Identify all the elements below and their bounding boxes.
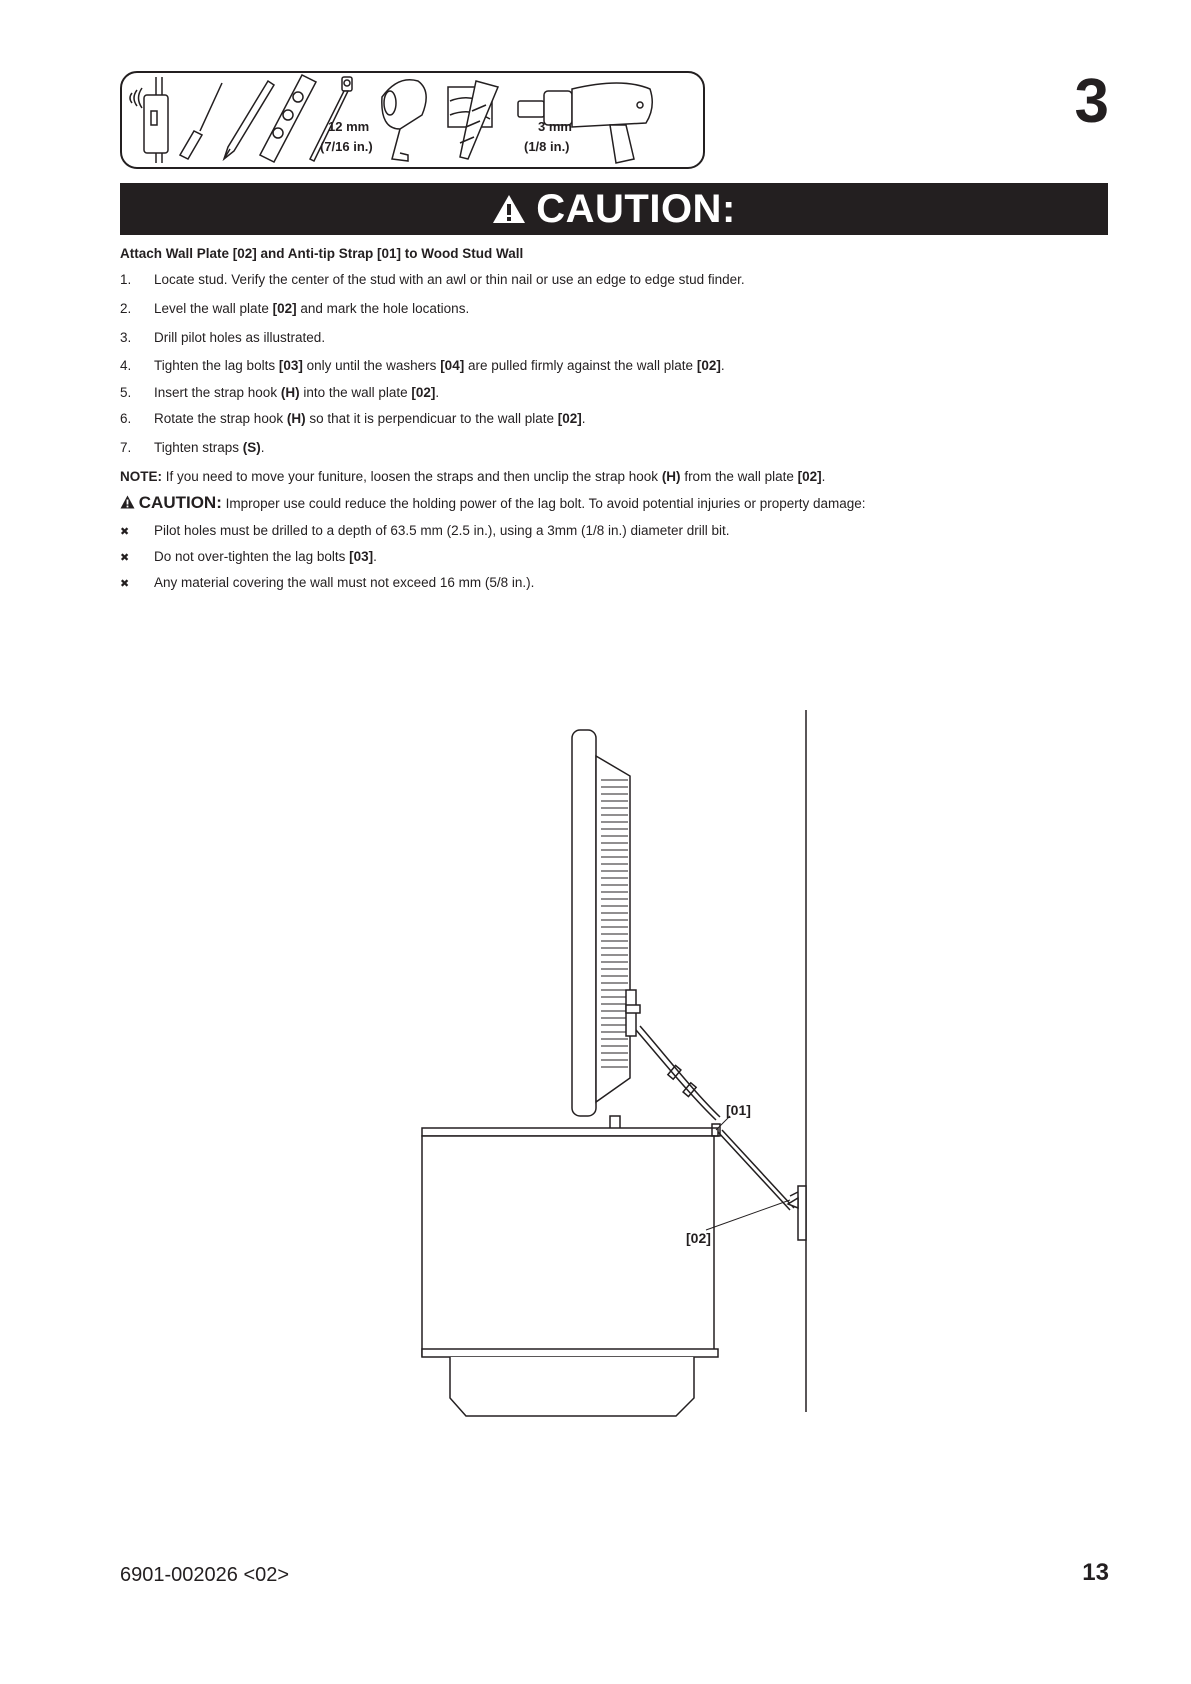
step-text: are pulled firmly against the wall plate (464, 358, 697, 373)
step-num: 6. (120, 411, 132, 426)
part-ref: (H) (661, 469, 681, 484)
note-text: from the wall plate (680, 469, 798, 484)
step-text: Level the wall plate (154, 301, 273, 316)
step-text: Drill pilot holes as illustrated. (154, 330, 326, 345)
caution-banner-title: CAUTION: (536, 186, 736, 231)
part-ref: [02] (411, 385, 436, 400)
step-number: 3 (1074, 67, 1109, 136)
step-num: 2. (120, 301, 132, 316)
list-item (120, 573, 534, 594)
step-text: and mark the hole locations. (296, 301, 470, 316)
note-text: . (821, 469, 826, 484)
step-text: . (260, 440, 265, 455)
bullet-icon: ✖ (120, 578, 130, 590)
step-item (120, 356, 725, 376)
step-item (120, 270, 745, 290)
part-ref: (H) (286, 411, 306, 426)
part-ref: (H) (280, 385, 300, 400)
note-paragraph (120, 467, 825, 487)
step-text: into the wall plate (299, 385, 412, 400)
caution-banner (120, 183, 1108, 235)
step-text: Tighten straps (154, 440, 243, 455)
bullet-text: Pilot holes must be drilled to a depth of 63.5 mm (2.5 in.), using a 3mm (1/8 in.) diameter drill bit. (154, 523, 730, 538)
step-item (120, 409, 586, 429)
part-ref: [04] (440, 358, 465, 373)
bullet-text: Any material covering the wall must not exceed 16 mm (5/8 in.). (154, 575, 535, 590)
list-item (120, 547, 377, 568)
section-title: Attach Wall Plate [02] and Anti-tip Strap [01] to Wood Stud Wall (120, 246, 524, 261)
step-text: . (581, 411, 586, 426)
bullet-icon: ✖ (120, 526, 130, 538)
part-ref: [02] (797, 469, 822, 484)
socket-size-imperial-label: (7/16 in.) (320, 139, 373, 154)
part-ref: [02] (696, 358, 721, 373)
tools-illustration (120, 71, 705, 169)
caution-text: Improper use could reduce the holding power of the lag bolt. To avoid potential injuries or property damage: (221, 496, 866, 511)
part-ref: (S) (242, 440, 261, 455)
step-text: Locate stud. Verify the center of the stud with an awl or thin nail or use an edge to edge stud finder. (154, 272, 745, 287)
step-text: so that it is perpendicuar to the wall plate (305, 411, 558, 426)
tv (570, 730, 650, 1154)
socket-size-label: 12 mm (328, 119, 370, 134)
document-number: 6901-002026 <02> (120, 1564, 290, 1586)
step-item (120, 299, 469, 319)
step-text: Tighten the lag bolts (154, 358, 279, 373)
step-item (120, 383, 439, 403)
caution-paragraph (120, 492, 866, 515)
page-number: 13 (1082, 1559, 1109, 1586)
warning-icon (492, 194, 526, 224)
wall-plate (788, 1186, 806, 1240)
step-item (120, 438, 265, 458)
warning-icon (120, 495, 135, 509)
bullet-text: . (373, 549, 377, 564)
caution-label: CAUTION: (138, 493, 222, 512)
bit-size-imperial-label: (1/8 in.) (524, 139, 570, 154)
step-text: Insert the strap hook (154, 385, 281, 400)
bullet-text: Do not over-tighten the lag bolts (154, 549, 350, 564)
part-ref: [02] (272, 301, 297, 316)
part-ref: [02] (557, 411, 582, 426)
part-ref: [03] (349, 549, 374, 564)
step-text: only until the washers (302, 358, 441, 373)
step-num: 1. (120, 272, 132, 287)
list-item (120, 521, 730, 542)
tv-anti-tip-diagram (400, 700, 820, 1420)
step-num: 7. (120, 440, 132, 455)
step-text: . (435, 385, 440, 400)
note-text: If you need to move your funiture, loosen the straps and then unclip the strap hook (162, 469, 662, 484)
furniture (422, 1128, 718, 1416)
callout-strap: [01] (726, 1102, 751, 1118)
tools-strip (120, 71, 705, 169)
step-num: 3. (120, 330, 132, 345)
installation-illustration (400, 700, 820, 1420)
step-text: Rotate the strap hook (154, 411, 287, 426)
bullet-icon: ✖ (120, 552, 130, 564)
part-ref: [03] (278, 358, 303, 373)
step-num: 5. (120, 385, 132, 400)
step-text: . (720, 358, 725, 373)
note-label: NOTE: (120, 469, 162, 484)
step-item (120, 328, 325, 348)
step-num: 4. (120, 358, 132, 373)
callout-plate: [02] (686, 1230, 711, 1246)
bit-size-label: 3 mm (538, 119, 572, 134)
